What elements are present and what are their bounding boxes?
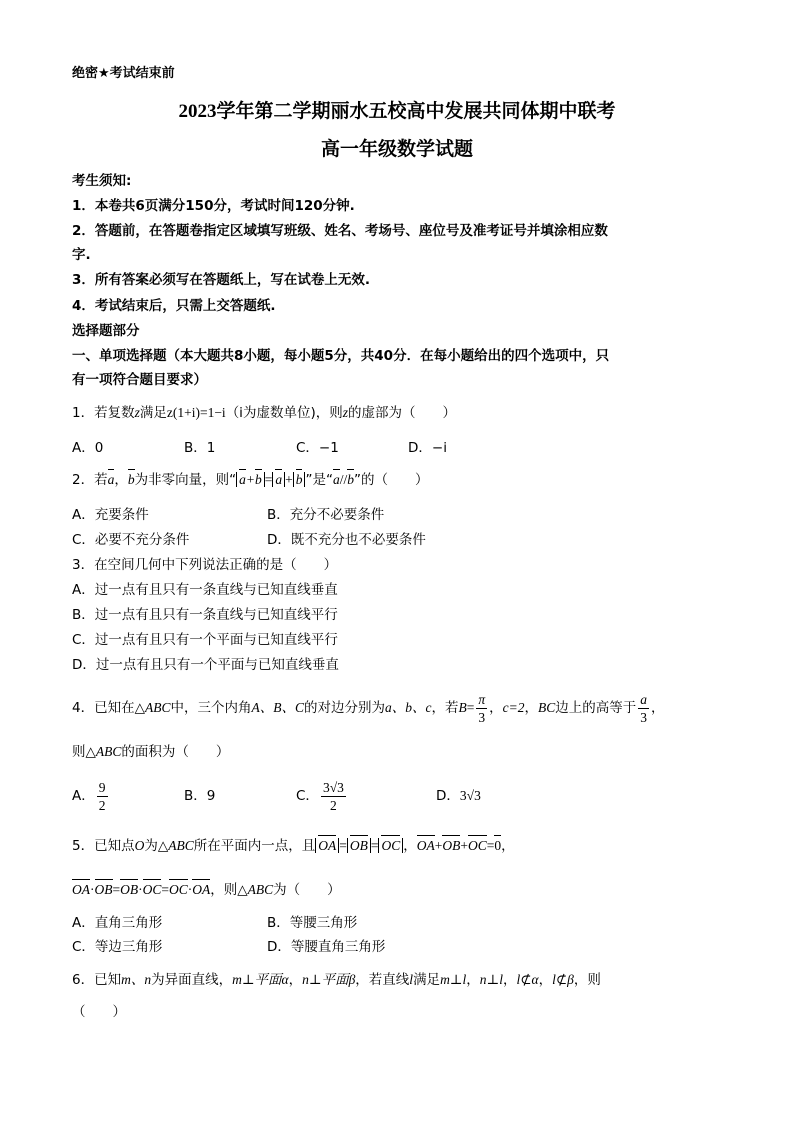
notice-heading: 考生须知:	[72, 173, 132, 189]
exam-subtitle: 高一年级数学试题	[320, 138, 473, 160]
q1-option-a: A．0	[72, 440, 104, 456]
question-5-line2: OA·OB=OB·OC=OC·OA，则△ABC为（ ）	[72, 882, 341, 898]
question-1: 1．若复数z满足z(1+i)=1−i（i为虚数单位)，则z的虚部为（ ）	[72, 405, 456, 421]
question-2: 2．若a，b为非零向量，则“ a+b = a + b ”是“a//b”的（ ）	[72, 472, 429, 488]
question-3: 3．在空间几何中下列说法正确的是（ ）	[72, 557, 338, 573]
q1-option-c: C．−1	[296, 440, 339, 456]
notice-item-4: 4．考试结束后，只需上交答题纸.	[72, 298, 276, 314]
q1-option-b: B．1	[184, 440, 216, 456]
q5-option-c: C．等边三角形	[72, 939, 163, 955]
q1-equation: z(1+i)=1−i	[166, 405, 226, 420]
q5-option-d: D．等腰直角三角形	[267, 939, 386, 955]
q4-option-c: C． $\frac{3√3}{2}$	[296, 779, 344, 813]
q2-option-c: C．必要不充分条件	[72, 532, 190, 548]
q2-option-d: D．既不充分也不必要条件	[267, 532, 426, 548]
q4-option-a: A． $\frac{9}{2}$	[72, 779, 106, 813]
confidential-mark: 绝密★考试结束前	[72, 66, 175, 81]
notice-item-2-cont: 字.	[72, 247, 91, 263]
q4-fraction-a-over-3: $\frac{a}{3}$	[640, 691, 647, 725]
exam-title: 2023学年第二学期丽水五校高中发展共同体期中联考	[178, 101, 616, 122]
q2-option-b: B．充分不必要条件	[267, 507, 385, 523]
question-4-line2: 则△ABC的面积为（ ）	[72, 744, 230, 760]
q3-option-a: A．过一点有且只有一条直线与已知直线垂直	[72, 582, 338, 598]
notice-item-1: 1．本卷共6页满分150分，考试时间120分钟.	[72, 198, 355, 214]
q3-option-c: C．过一点有且只有一个平面与已知直线平行	[72, 632, 338, 648]
q2-option-a: A．充要条件	[72, 507, 149, 523]
q1-option-d: D．−i	[408, 440, 447, 456]
notice-item-3: 3．所有答案必须写在答题纸上，写在试卷上无效.	[72, 272, 371, 288]
q4-fraction-pi-over-3: $\frac{\pi}{3}$	[478, 691, 486, 725]
q5-option-b: B．等腰三角形	[267, 915, 358, 931]
q3-option-b: B．过一点有且只有一条直线与已知直线平行	[72, 607, 338, 623]
q5-option-a: A．直角三角形	[72, 915, 163, 931]
section-title-line2: 有一项符合题目要求）	[72, 372, 207, 388]
q4-option-d: D．3√3	[436, 788, 481, 804]
question-6-line2: （ ）	[72, 1004, 126, 1020]
section-title-line1: 一、单项选择题（本大题共8小题，每小题5分，共40分．在每小题给出的四个选项中，只	[72, 348, 610, 364]
notice-item-2: 2．答题前，在答题卷指定区域填写班级、姓名、考场号、座位号及准考证号并填涂相应数	[72, 223, 608, 239]
q4-option-b: B．9	[184, 788, 216, 804]
question-6: 6．已知m、n为异面直线，m⊥平面α，n⊥平面β，若直线l满足m⊥l，n⊥l，l⊄α，l⊄β，则	[72, 972, 601, 988]
question-5: 5．已知点O为△ABC所在平面内一点，且 OA = OB = OC ，OA+OB+OC=0，	[72, 838, 515, 854]
q3-option-d: D．过一点有且只有一个平面与已知直线垂直	[72, 657, 339, 673]
question-4: 4．已知在△ABC中，三个内角A、B、C的对边分别为a、b、c，若B= $\frac{\pi}{3}$ ，c=2，BC边上的高等于 $\frac{a}{3}$ ，	[72, 691, 665, 725]
section-part: 选择题部分	[72, 323, 140, 339]
